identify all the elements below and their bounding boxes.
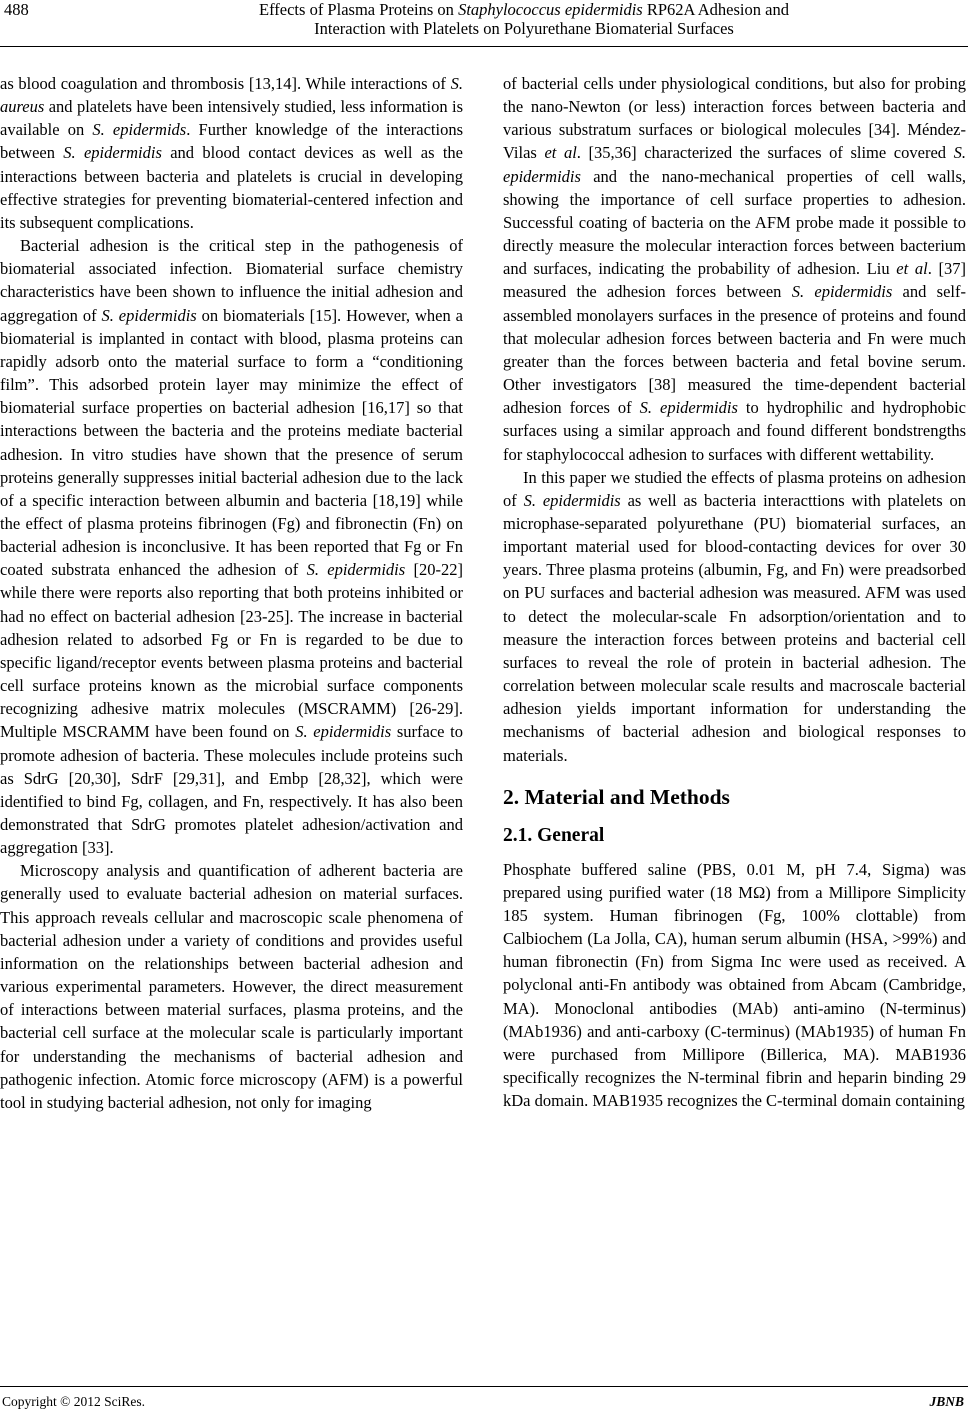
- methods-paragraph: Phosphate buffered saline (PBS, 0.01 M, pH 7.4, Sigma) was prepared using purified water (18 MΩ) from a Millipore Simplicity 185 system. Human fibrinogen (Fg, 100% clottable) from Calbiochem (La Jolla, CA), human serum albumin (HSA, >99%) and human fibronectin (Fn) from Sigma Inc were used as received. A polyclonal anti-Fn antibody was obtained from Abcam (Cambridge, MA). Monoclonal antibodies (MAb) anti-amino (N-terminus) (MAb1936) and anti-carboxy (C-terminus) (MAb1935) of human Fn were purchased from Millipore (Billerica, MA). MAB1936 specifically recognizes the N-terminal fibrin and heparin binding 29 kDa domain. MAB1935 recognizes the C-terminal domain containing: [503, 859, 966, 1111]
- subsection-heading: 2.1. General: [503, 824, 605, 846]
- page-number: 488: [4, 0, 29, 19]
- body-paragraph: Bacterial adhesion is the critical step in the pathogenesis of biomaterial associated infection. Biomaterial surface chemistry characteristics have been shown to influence the initial adhesion and aggregation of S. epidermidis on biomaterials [15]. However, when a biomaterial is implanted in contact with blood, plasma proteins can rapidly adsorb onto the material surface to form a “conditioning film”. This adsorbed protein layer may minimize the effect of biomaterial surface properties on bacterial adhesion [16,17] so that interactions between the bacteria and the proteins mediate bacterial adhesion. In vitro studies have shown that the presence of serum proteins generally suppresses initial bacterial adhesion due to the lack of a specific interaction between albumin and bacteria [18,19] while the effect of plasma proteins fibrinogen (Fg) and fibronectin (Fn) on bacterial adhesion is inconclusive. It has been reported that Fg or Fn coated substrata enhanced the adhesion of S. epidermidis [20-22] while there were reports also reporting that both proteins inhibited or had no effect on bacterial adhesion [23-25]. The increase in bacterial adhesion related to adsorbed Fg or Fn is regarded to be due to specific ligand/receptor events between plasma proteins and bacterial cell surface proteins known as the microbial surface components recognizing adhesive matrix molecules (MSCRAMM) [26-29]. Multiple MSCRAMM have been found on S. epidermidis surface to promote adhesion of bacteria. These molecules include proteins such as SdrG [20,30], SdrF [29,31], and Embp [28,32], which were identified to bind Fg, collagen, and Fn, respectively. It has also been demonstrated that SdrG promotes platelet adhesion/activation and aggregation [33].: [0, 236, 464, 858]
- running-title-line-2: Interaction with Platelets on Polyurethane Biomaterial Surfaces: [314, 19, 734, 38]
- copyright-notice: Copyright © 2012 SciRes.: [2, 1394, 146, 1409]
- page-footer: [0, 1394, 968, 1414]
- header-divider: [0, 46, 968, 47]
- body-paragraph: of bacterial cells under physiological conditions, but also for probing the nano-Newton (or less) interaction forces between bacteria and various substratum surfaces or biological molecules [34]. Méndez-Vilas et al. [35,36] characterized the surfaces of slime covered S. epidermidis and the nano-mechanical properties of cell walls, showing the importance of cell surface properties to adhesion. Successful coating of bacteria on the AFM probe made it possible to directly measure the molecular interaction forces between bacterium and surfaces, indicating the probability of adhesion. Liu et al. [37] measured the adhesion forces between S. epidermidis and self-assembled monolayers surfaces in the presence of proteins and found that molecular adhesion forces between bacteria and Fn were much greater than the forces between bacteria and fetal bovine serum. Other investigators [38] measured the time-dependent bacterial adhesion forces of S. epidermidis to hydrophilic and hydrophobic surfaces using a similar approach and found different bondstrengths for staphylococcal adhesion to surfaces with different wettability.: [503, 74, 966, 464]
- running-header: [0, 0, 968, 44]
- journal-abbreviation: JBNB: [929, 1394, 964, 1409]
- running-title-line-1: Effects of Plasma Proteins on Staphylococcus epidermidis RP62A Adhesion and: [259, 0, 789, 19]
- footer-divider: [0, 1386, 968, 1387]
- left-column: [0, 72, 463, 1114]
- body-paragraph: In this paper we studied the effects of plasma proteins on adhesion of S. epidermidis as well as bacteria interacttions with platelets on microphase-separated polyurethane (PU) biomaterial surfaces, an important material used for blood-contacting devices for over 30 years. Three plasma proteins (albumin, Fg, and Fn) were preadsorbed on PU surfaces and bacterial adhesion was measured. AFM was used to detect the molecular-scale Fn adsorption/orientation and to measure the interaction forces between proteins and bacterial cell surfaces to reveal the role of protein in bacterial adhesion. The correlation between molecular scale results and macroscale bacterial adhesion yields important information for understanding the mechanisms of bacterial adhesion and biological responses to materials.: [503, 467, 966, 765]
- body-paragraph: as blood coagulation and thrombosis [13,14]. While interactions of S. aureus and platelets have been intensively studied, less information is available on S. epidermids. Further knowledge of the interactions between S. epidermidis and blood contact devices as well as the interactions between bacteria and platelets is crucial in developing effective strategies for preventing biomaterial-centered infection and its subsequent complications.: [0, 74, 463, 232]
- right-column: [503, 72, 966, 1112]
- body-paragraph: Microscopy analysis and quantification of adherent bacteria are generally used to evaluate bacterial adhesion on material surfaces. This approach reveals cellular and macroscopic scale phenomena of bacterial adhesion under a variety of conditions and provides useful information on the relationships between bacterial adhesion and various experimental parameters. However, the direct measurement of interactions between material surfaces, plasma proteins, and the bacterial cell surface at the molecular scale is particularly important for understanding the mechanisms of bacterial adhesion and pathogenic infection. Atomic force microscopy (AFM) is a powerful tool in studying bacterial adhesion, not only for imaging: [0, 861, 463, 1112]
- section-heading: 2. Material and Methods: [503, 784, 730, 809]
